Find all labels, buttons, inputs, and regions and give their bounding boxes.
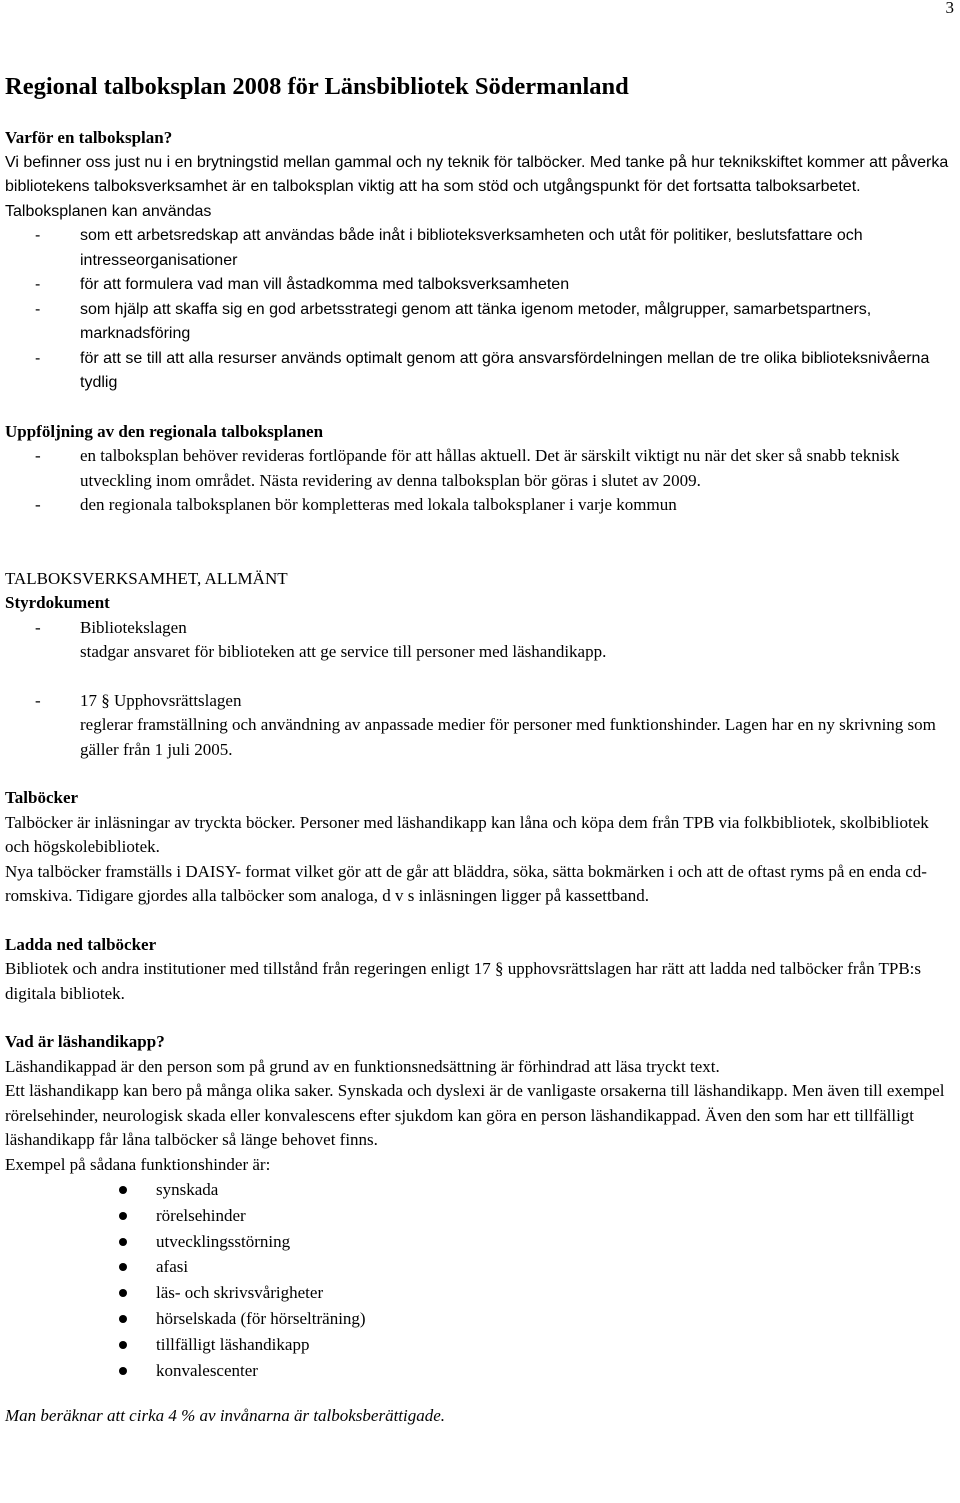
bullet-icon (119, 1315, 127, 1323)
list-item: tillfälligt läshandikapp (5, 1332, 957, 1358)
download-heading: Ladda ned talböcker (5, 934, 157, 954)
bullet-icon (119, 1341, 127, 1349)
bullet-icon (119, 1367, 127, 1375)
document-body (5, 72, 957, 1429)
bullet-icon (119, 1289, 127, 1297)
list-item: - en talboksplan behöver revideras fortlöpande för att hållas aktuell. Det är särskilt viktigt nu när det sker så snabb teknisk utveckling inom området. Nästa revidering av denna talboksplan bör göras i slutet av 2009. (35, 446, 900, 490)
bullet-icon (119, 1238, 127, 1246)
steering-heading: Styrdokument (5, 593, 110, 612)
list-item: - 17 § Upphovsrättslagen reglerar framställning och användning av anpassade medier för personer med funktionshinder. Lagen har en ny skrivning som gäller från 1 juli 2005. (35, 690, 936, 759)
usage-intro: Talboksplanen kan användas (5, 202, 212, 220)
list-item: läs- och skrivsvårigheter (5, 1280, 957, 1306)
bullet-icon (119, 1186, 127, 1194)
list-item: utvecklingsstörning (5, 1229, 957, 1255)
list-item: konvalescenter (5, 1358, 957, 1384)
list-item: - som ett arbetsredskap att användas både inåt i biblioteksverksamheten och utåt för politiker, beslutsfattare och intresseorganisationer (35, 227, 863, 269)
list-item: rörelsehinder (5, 1203, 957, 1229)
list-item: - den regionala talboksplanen bör kompletteras med lokala talboksplaner i varje kommun (35, 495, 677, 514)
talbocker-paragraph: Nya talböcker framställs i DAISY- format vilket gör att de går att bläddra, söka, sätta bokmärken i och att de oftast ryms på en enda cd-romskiva. Tidigare gjordes alla talböcker som analoga, d v s inläsningen ligger på kassettband. (5, 861, 927, 905)
disability-paragraph: Läshandikappad är den person som på grund av en funktionsnedsättning är förhindrad att läsa tryckt text. (5, 1056, 720, 1076)
list-item: synskada (5, 1177, 957, 1203)
talbocker-paragraph: Talböcker är inläsningar av tryckta böcker. Personer med läshandikapp kan låna och köpa dem från TPB via folkbibliotek, skolbibliotek och högskolebibliotek. (5, 812, 929, 856)
examples-list (5, 1177, 957, 1383)
list-item: - för att formulera vad man vill åstadkomma med talboksverksamheten (35, 276, 570, 293)
usage-list (5, 224, 957, 396)
examples-intro: Exempel på sådana funktionshinder är: (5, 1154, 271, 1174)
followup-list (5, 444, 957, 518)
general-heading: TALBOKSVERKSAMHET, ALLMÄNT (5, 568, 288, 588)
download-paragraph: Bibliotek och andra institutioner med tillstånd från regeringen enligt 17 § upphovsrättslagen har rätt att ladda ned talböcker från TPB:s digitala bibliotek. (5, 959, 922, 1003)
list-item: - Bibliotekslagen stadgar ansvaret för biblioteken att ge service till personer med läshandikapp. (35, 617, 607, 661)
document-title: Regional talboksplan 2008 för Länsbibliotek Södermanland (5, 73, 629, 100)
disability-paragraph: Ett läshandikapp kan bero på många olika saker. Synskada och dyslexi är de vanligaste orsakerna till läshandikapp. Men även till exempel rörelsehinder, neurologisk skada eller konvalescens efter sjukdom kan göra en person läshandikappad. Även den som har ett tillfälligt läshandikapp får låna talböcker så länge behovet finns. (5, 1081, 945, 1149)
list-item: - för att se till att alla resurser används optimalt genom att göra ansvarsfördelningen mellan de tre olika biblioteksnivåerna tydlig (35, 349, 930, 391)
footnote: Man beräknar att cirka 4 % av invånarna är talboksberättigade. (5, 1406, 446, 1426)
list-item: - som hjälp att skaffa sig en god arbetsstrategi genom att tänka igenom metoder, målgrupper, samarbetspartners, marknadsföring (35, 300, 872, 342)
list-item: afasi (5, 1254, 957, 1280)
why-heading: Varför en talboksplan? (5, 128, 173, 147)
talbocker-heading: Talböcker (5, 788, 79, 807)
bullet-icon (119, 1212, 127, 1220)
list-item: hörselskada (för hörselträning) (5, 1306, 957, 1332)
disability-heading: Vad är läshandikapp? (5, 1032, 165, 1051)
bullet-icon (119, 1263, 127, 1271)
steering-list (5, 616, 957, 763)
followup-heading: Uppföljning av den regionala talboksplanen (5, 421, 324, 441)
why-paragraph: Vi befinner oss just nu i en brytningstid mellan gammal och ny teknik för talböcker. Med tanke på hur teknikskiftet kommer att påverka bibliotekens talboksverksamhet är en talboksplan viktig att ha som stöd och utgångspunkt för det fortsatta talboksarbetet. (5, 153, 949, 195)
page-number: 3 (945, 0, 954, 17)
